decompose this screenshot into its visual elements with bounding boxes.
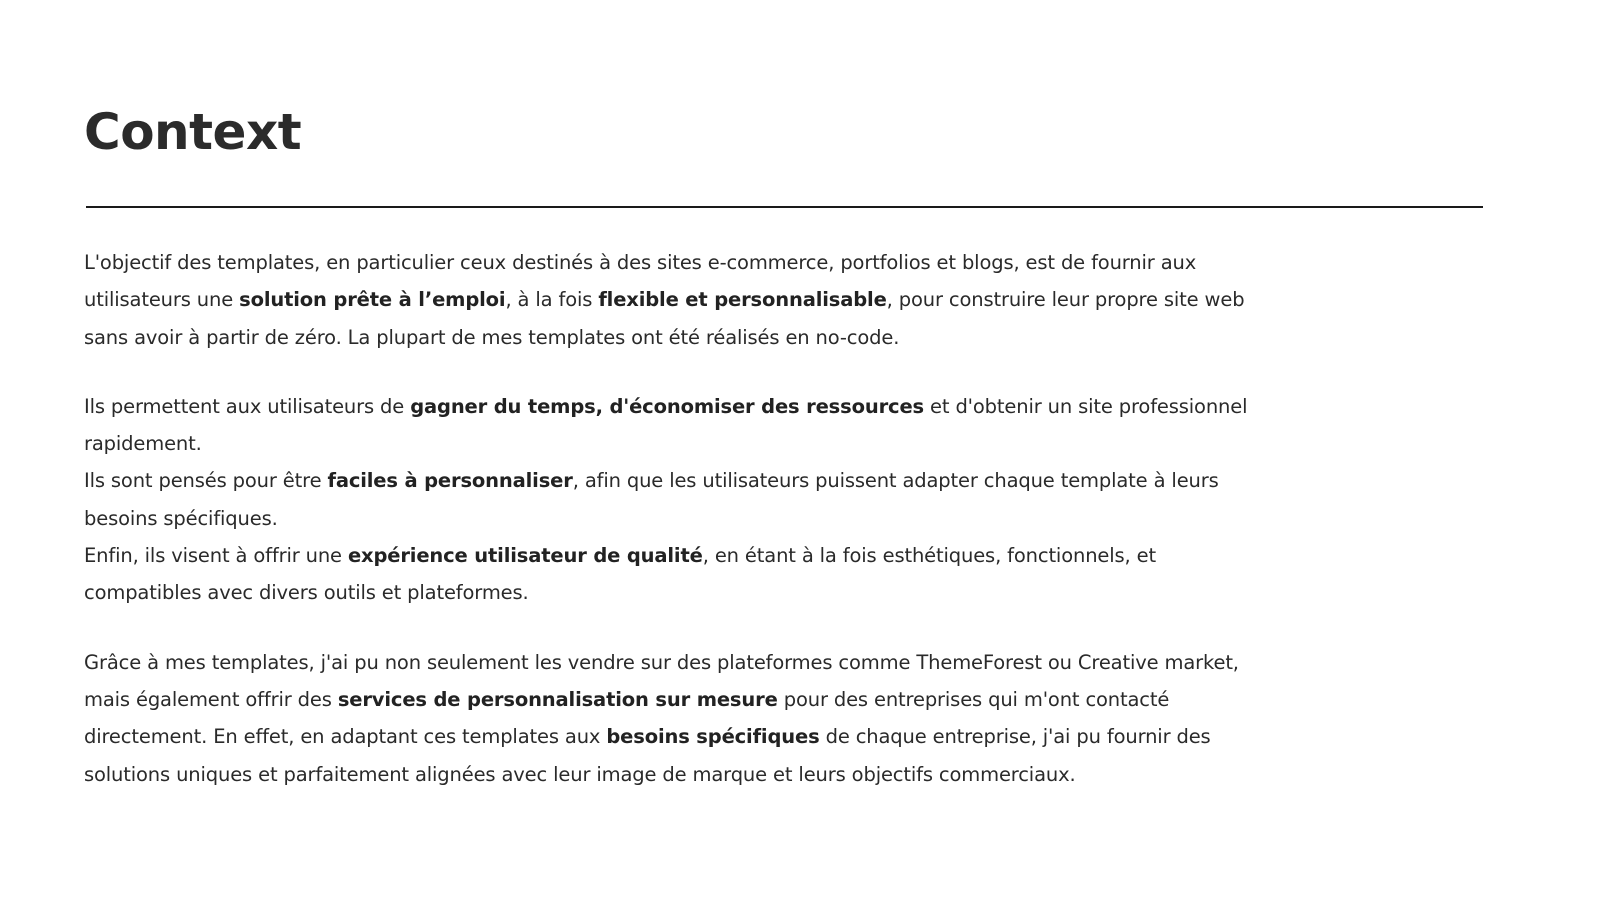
text-span: de chaque entreprise, j'ai pu fournir des solutions uniques et parfaitement alignées avec leur image de marque et leurs objectifs commerciaux. <box>84 725 1211 786</box>
text-span: , à la fois <box>505 288 599 312</box>
text-span: Enfin, ils visent à offrir une <box>84 544 348 568</box>
bold-text: expérience utilisateur de qualité <box>347 544 703 568</box>
bold-text: services de personnalisation sur mesure <box>337 687 778 711</box>
bold-text: besoins spécifiques <box>606 725 820 749</box>
paragraph-user-experience <box>84 537 1264 612</box>
text-span: Ils sont pensés pour être <box>84 469 328 493</box>
page-title: Context <box>84 103 302 161</box>
paragraph-spacer <box>84 612 1264 644</box>
title-divider <box>86 206 1483 208</box>
bold-text: solution prête à l’emploi <box>239 288 506 312</box>
paragraph-results <box>84 644 1264 793</box>
text-span: , en étant à la fois esthétiques, fonctionnels, et compatibles avec divers outils et plateformes. <box>84 544 1156 605</box>
text-span: pour des entreprises qui m'ont contacté directement. En effet, en adaptant ces templates aux <box>84 687 1170 749</box>
context-content <box>84 244 1264 793</box>
paragraph-objective <box>84 244 1264 356</box>
text-span: et d'obtenir un site professionnel rapidement. <box>84 394 1248 456</box>
bold-text: flexible et personnalisable <box>598 288 887 312</box>
bold-text: gagner du temps, d'économiser des ressources <box>410 394 924 418</box>
text-span: , afin que les utilisateurs puissent adapter chaque template à leurs besoins spécifiques. <box>84 469 1219 530</box>
paragraph-time-saving <box>84 388 1264 463</box>
paragraph-spacer <box>84 356 1264 388</box>
bold-text: faciles à personnaliser <box>327 469 573 493</box>
text-span: L'objectif des templates, en particulier ceux destinés à des sites e-commerce, portfolios et blogs, est de fournir aux utilisateurs une <box>84 251 1197 312</box>
text-span: Ils permettent aux utilisateurs de <box>84 394 411 418</box>
paragraph-customization <box>84 462 1264 537</box>
text-span: , pour construire leur propre site web sans avoir à partir de zéro. La plupart de mes templates ont été réalisés en no-code. <box>84 288 1245 349</box>
text-span: Grâce à mes templates, j'ai pu non seulement les vendre sur des plateformes comme ThemeForest ou Creative market, mais également offrir des <box>84 650 1239 711</box>
